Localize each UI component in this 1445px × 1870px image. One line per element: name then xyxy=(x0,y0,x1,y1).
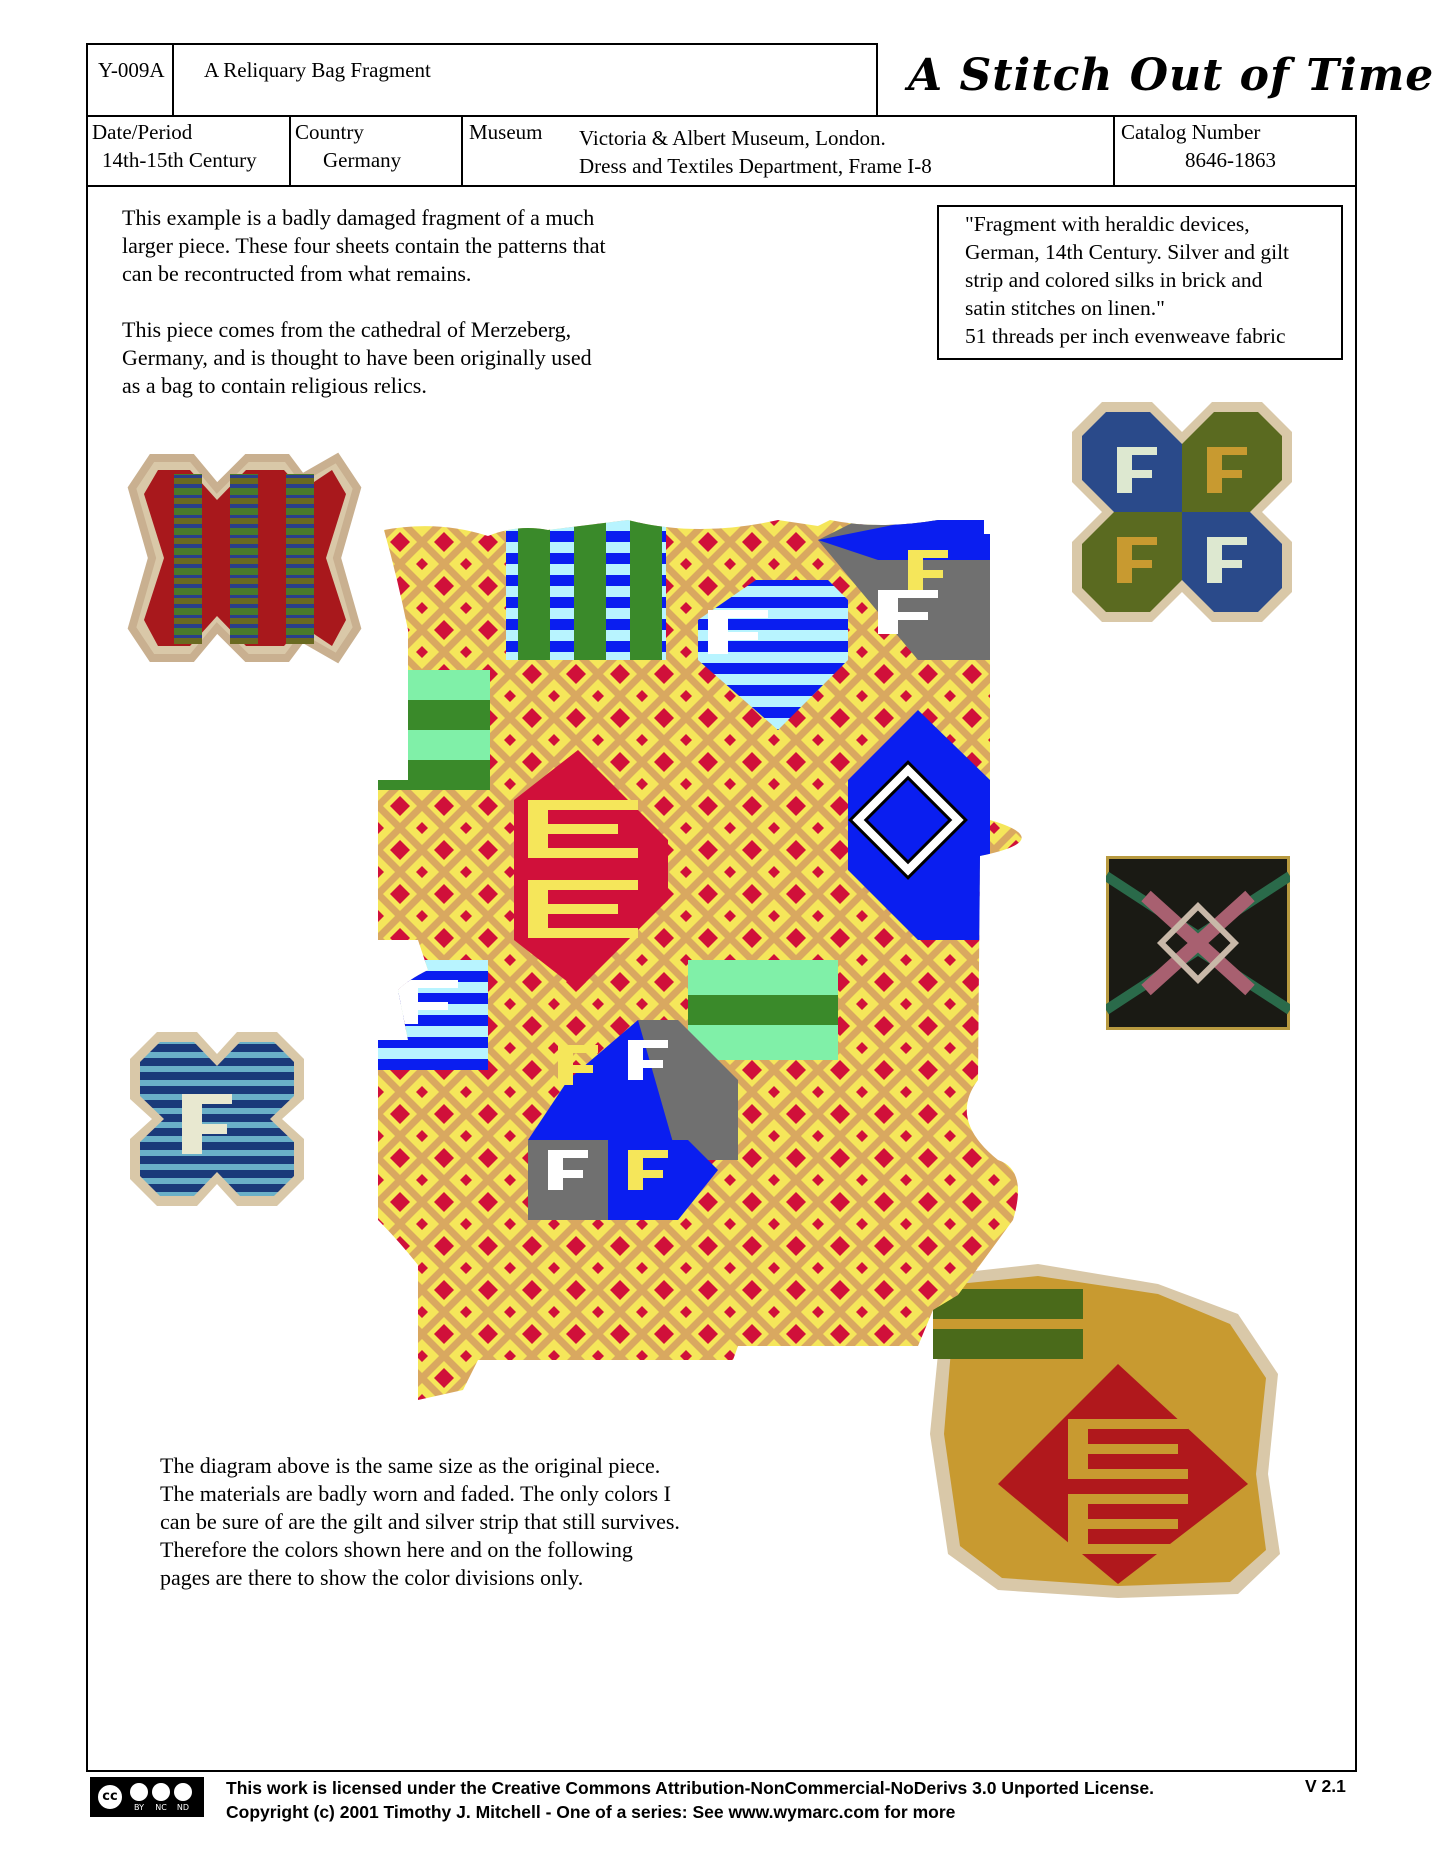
date-cell xyxy=(86,115,291,187)
intro-paragraph-2: This piece comes from the cathedral of Merzeberg, Germany, and is thought to have been originally used as a bag to contain religious relics. xyxy=(122,317,592,398)
reliquary-pattern-diagram xyxy=(378,520,1060,1426)
header-title-cell xyxy=(172,43,878,117)
blue-lion-swatch-image xyxy=(122,1024,312,1214)
by-icon xyxy=(130,1783,148,1801)
museum-name: Victoria & Albert Museum, London. xyxy=(579,126,886,150)
intro-paragraph-1: This example is a badly damaged fragment of a much larger piece. These four sheets contain the patterns that can be recontructed from what remains. xyxy=(122,205,606,286)
cc-icon: cc xyxy=(96,1783,124,1811)
cc-license-badge[interactable] xyxy=(90,1777,204,1817)
diagram-caption: The diagram above is the same size as the original piece. The materials are badly worn and faded. The only colors I can be sure of are the gilt and silver strip that still survives. Therefore the colors shown here and on the following pages are there to show the color divisions only. xyxy=(160,1453,680,1590)
header-code-cell xyxy=(86,43,174,117)
catalog-label: Catalog Number xyxy=(1121,120,1261,144)
page-title: A Reliquary Bag Fragment xyxy=(204,58,431,82)
cc-label-nd: ND xyxy=(176,1803,190,1812)
museum-description: "Fragment with heraldic devices, German, 14th Century. Silver and gilt strip and colored silks in brick and satin stitches on linen." 51 threads per inch evenweave fabric xyxy=(965,212,1290,348)
museum-description-box xyxy=(937,205,1343,360)
catalog-cell xyxy=(1113,115,1357,187)
date-value: 14th-15th Century xyxy=(102,148,257,172)
copyright-text: Copyright (c) 2001 Timothy J. Mitchell - One of a series: See www.wymarc.com for more xyxy=(226,1802,956,1822)
quartered-lions-swatch-image xyxy=(1062,392,1302,632)
country-value: Germany xyxy=(323,148,402,172)
nc-icon xyxy=(152,1783,170,1801)
nd-icon xyxy=(174,1783,192,1801)
license-text: This work is licensed under the Creative Commons Attribution-NonCommercial-NoDerivs 3.0 Unported License. xyxy=(226,1778,1155,1798)
museum-department: Dress and Textiles Department, Frame I-8 xyxy=(579,154,932,178)
museum-label: Museum xyxy=(469,120,543,144)
stripes-swatch-image xyxy=(122,448,367,668)
cc-label-by: BY xyxy=(134,1803,144,1812)
museum-cell xyxy=(461,115,1115,187)
version-label: V 2.1 xyxy=(1305,1776,1346,1796)
country-cell xyxy=(289,115,463,187)
catalog-value: 8646-1863 xyxy=(1185,148,1276,172)
cc-label-nc: NC xyxy=(155,1803,167,1812)
date-label: Date/Period xyxy=(92,120,193,144)
knot-swatch-image xyxy=(1106,856,1290,1030)
item-code: Y-009A xyxy=(98,58,165,82)
brand-logo: A Stitch Out of Time xyxy=(908,50,1435,101)
country-label: Country xyxy=(295,120,364,144)
